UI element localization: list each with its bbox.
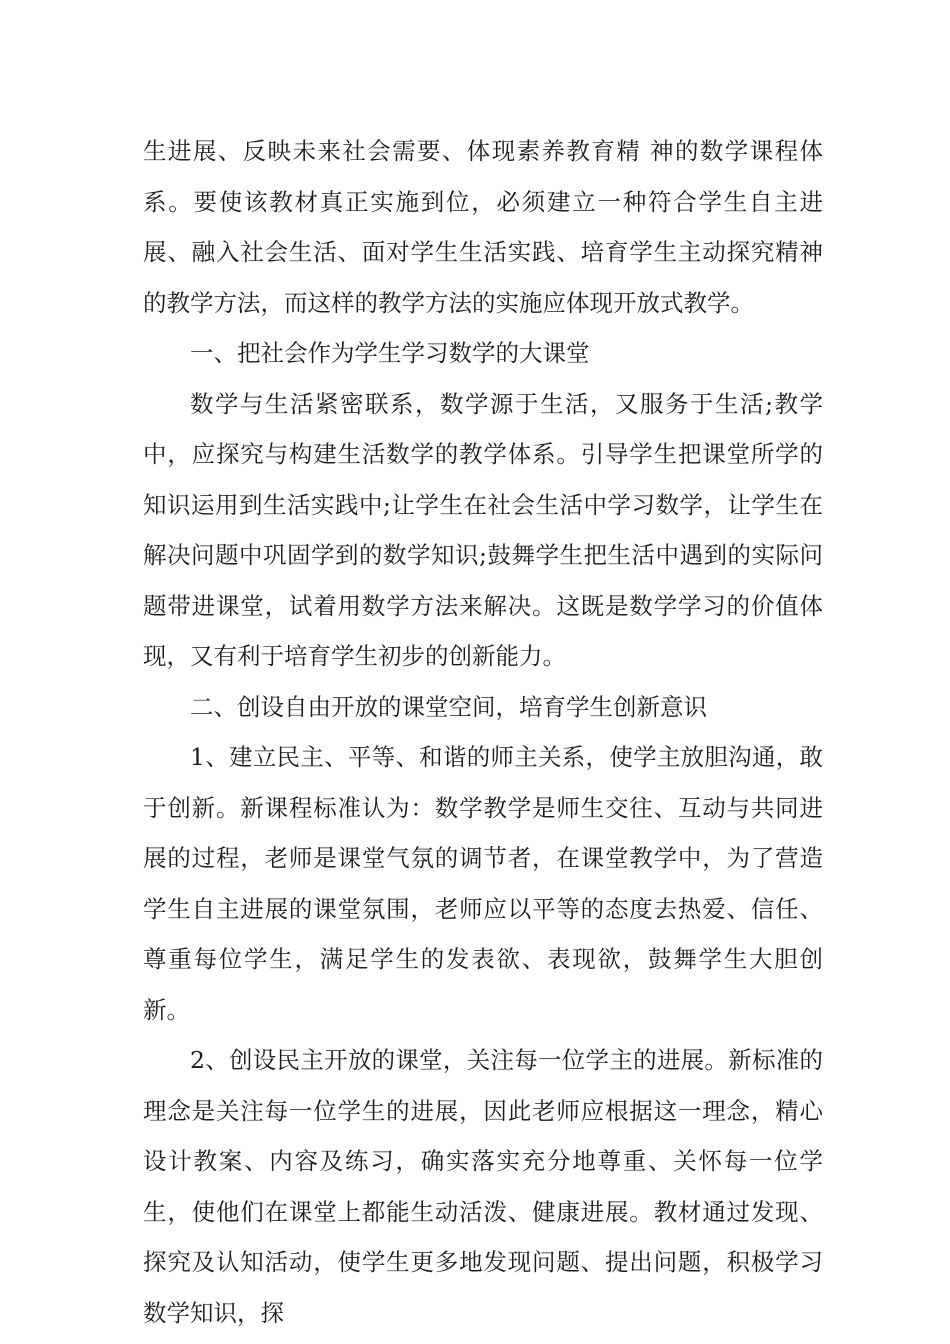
paragraph: 1、建立民主、平等、和谐的师主关系，使学主放胆沟通，敢于创新。新课程标准认为：数学教学是师生交往、互动与共同进展的过程，老师是课堂气氛的调节者，在课堂教学中，为了营造学生自主进展的课堂氛围，老师应以平等的态度去热爱、信任、尊重每位学生，满足学生的发表欲、表现欲，鼓舞学生大胆创新。 — [143, 743, 823, 1024]
section-heading-1: 一、把社会作为学生学习数学的大课堂 — [190, 339, 590, 367]
paragraph: 2、创设民主开放的课堂，关注每一位学主的进展。新标准的理念是关注每一位学生的进展，因此老师应根据这一理念，精心设计教案、内容及练习，确实落实充分地尊重、关怀每一位学生，使他们在课堂上都能生动活泼、健康进展。教材通过发现、探究及认知活动，使学生更多地发现问题、提出问题，积极学习数学知识，探 — [143, 1046, 823, 1327]
body-text — [143, 126, 823, 1338]
section-heading-2: 二、创设自由开放的课堂空间，培育学生创新意识 — [190, 692, 707, 721]
paragraph-continuation: 生进展、反映未来社会需要、体现素养教育精 神的数学课程体系。要使该教材真正实施到位，必须建立一种符合学生自主进展、融入社会生活、面对学生生活实践、培育学生主动探究精神的教学方法，而这样的教学方法的实施应体现开放式教学。 — [143, 137, 823, 317]
paragraph: 数学与生活紧密联系，数学源于生活，又服务于生活;教学中，应探究与构建生活数学的教学体系。引导学生把课堂所学的知识运用到生活实践中;让学生在社会生活中学习数学，让学生在解决问题中巩固学到的数学知识;鼓舞学生把生活中遇到的实际问题带进课堂，试着用数学方法来解决。这既是数学学习的价值体现，又有利于培育学生初步的创新能力。 — [143, 389, 823, 670]
